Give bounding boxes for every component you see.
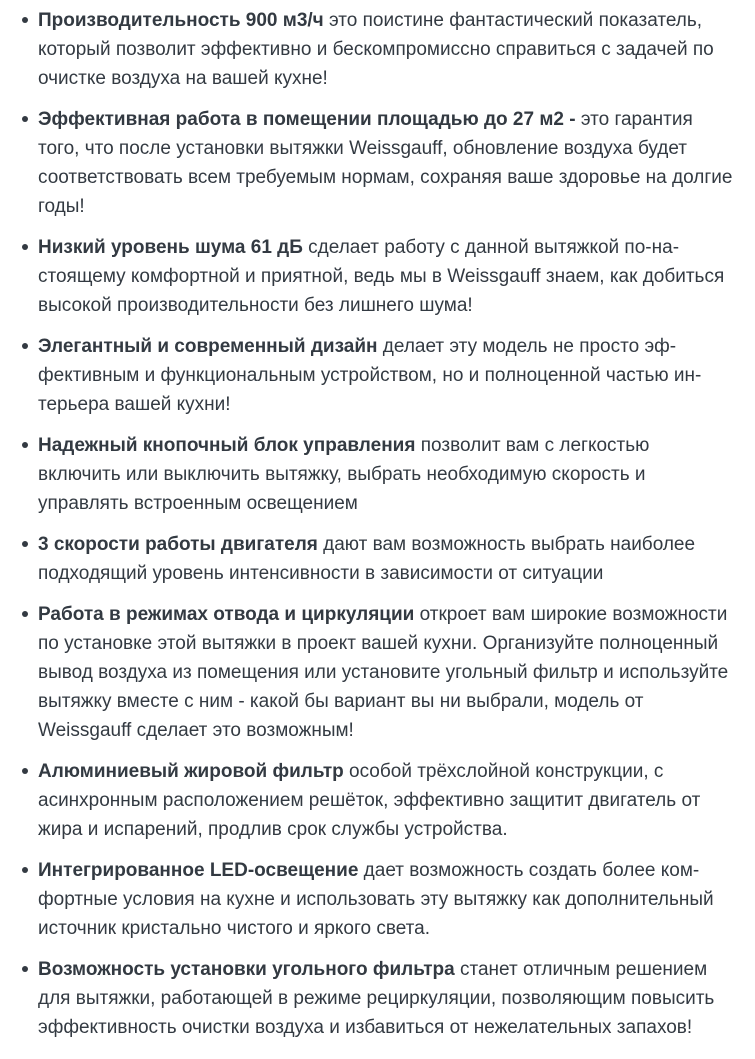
feature-list-item — [0, 105, 737, 221]
bullet-icon — [22, 244, 28, 250]
feature-text: особой трёхслойной конструкции, с асинхронным расположением решёток, эффективно защитит двигатель от жира и испарений, продлив срок службы устройства. — [38, 761, 701, 840]
bullet-icon — [22, 611, 28, 617]
feature-title: Возможность установки угольного фильтра — [38, 959, 455, 980]
feature-title: Элегантный и современный дизайн — [38, 336, 378, 357]
feature-title: Алюминиевый жировой фильтр — [38, 761, 344, 782]
bullet-icon — [22, 966, 28, 972]
feature-text: дают вам возможность выбрать наиболее подходящий уровень интенсивности в зависимости от ситуации — [38, 534, 696, 584]
feature-title: Интегрированное LED-освещение — [38, 860, 359, 881]
feature-text: делает эту модель не просто эффективным и функциональным устройством, но и полноценной частью интерьера вашей кухни! — [38, 336, 702, 415]
feature-text: дает возможность создать более комфортные условия на кухне и использовать эту вытяжку как дополнительный источник кристально чистого и яркого света. — [38, 860, 714, 939]
feature-text: сделает работу с данной вытяжкой по-настоящему комфортной и приятной, ведь мы в Weissgauff знаем, как добиться высокой производительности без лишнего шума! — [38, 237, 725, 316]
feature-title: 3 скорости работы двигателя — [38, 534, 318, 555]
feature-list-item — [0, 600, 737, 745]
feature-list-item — [0, 530, 737, 588]
feature-list-item — [0, 955, 737, 1042]
bullet-icon — [22, 768, 28, 774]
bullet-icon — [22, 541, 28, 547]
feature-title: Производительность 900 м3/ч — [38, 10, 324, 31]
feature-list-item — [0, 332, 737, 419]
feature-title: Эффективная работа в помещении площадью до 27 м2 - — [38, 109, 576, 130]
bullet-icon — [22, 116, 28, 122]
feature-list-item — [0, 757, 737, 844]
feature-text: позволит вам с легкостью включить или выключить вытяжку, выбрать необходимую скорость и управлять встроенным освещением — [38, 435, 650, 514]
feature-text: станет отличным решением для вытяжки, работающей в режиме рециркуляции, позволяющим повысить эффективность очистки воздуха и избавиться от нежелательных запахов! — [38, 959, 715, 1038]
feature-title: Работа в режимах отвода и циркуляции — [38, 604, 415, 625]
bullet-icon — [22, 17, 28, 23]
bullet-icon — [22, 442, 28, 448]
feature-text: это гарантия того, что после установки вытяжки Weissgauff, обновление воздуха будет соответствовать всем требуемым нормам, сохраняя ваше здоровье на долгие годы! — [38, 109, 733, 217]
bullet-icon — [22, 867, 28, 873]
feature-list-item — [0, 856, 737, 943]
feature-title: Низкий уровень шума 61 дБ — [38, 237, 303, 258]
bullet-icon — [22, 343, 28, 349]
feature-list-item — [0, 233, 737, 320]
feature-text: это поистине фантастический показатель, который позволит эффективно и бескомпромиссно справиться с задачей по очистке воздуха на вашей кухне! — [38, 10, 714, 89]
feature-list-item — [0, 6, 737, 93]
feature-list-item — [0, 431, 737, 518]
feature-title: Надежный кнопочный блок управления — [38, 435, 416, 456]
feature-text: откроет вам широкие возможности по установке этой вытяжки в проект вашей кухни. Организуйте полноценный вывод воздуха из помещения или установите угольный фильтр и используйте вытяжку вместе с ним - какой бы вариант вы ни выбрали, модель от Weissgauff сделает это возможным! — [38, 604, 729, 741]
